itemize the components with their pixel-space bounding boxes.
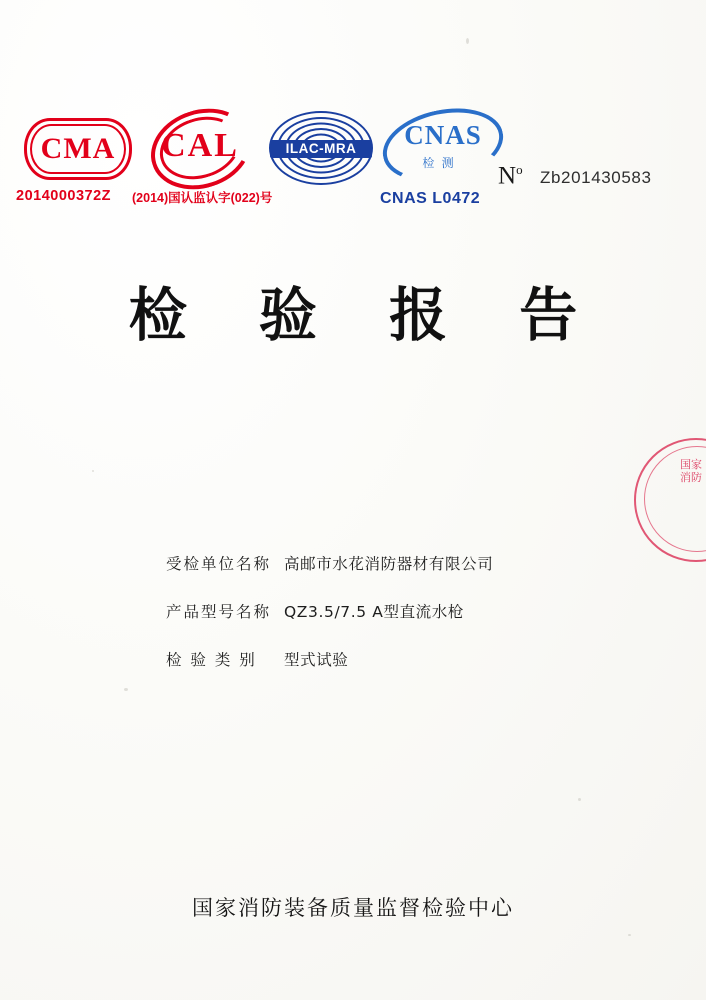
field-value-inspection-type: 型式试验 — [284, 651, 349, 669]
report-fields — [166, 552, 586, 696]
accreditation-logos — [0, 100, 706, 225]
cma-logo-icon — [24, 118, 132, 180]
cma-logo-letters: CMA — [40, 132, 116, 165]
cnas-logo-letters: CNAS — [404, 120, 482, 150]
paper-speck — [124, 688, 128, 691]
paper-speck — [92, 470, 94, 472]
field-row — [166, 552, 586, 574]
cal-code: (2014)国认监认字(022)号 — [132, 191, 273, 205]
ilac-mra-logo-icon — [268, 110, 374, 186]
field-label-inspected-unit: 受检单位名称 — [166, 555, 272, 573]
cnas-code: CNAS L0472 — [380, 190, 481, 207]
cnas-logo-subtitle: 检 测 — [422, 156, 456, 170]
red-seal-text: 国家消防 — [680, 458, 702, 484]
report-number-value: Zb201430583 — [540, 168, 652, 187]
field-value-inspected-unit: 高邮市水花消防器材有限公司 — [284, 555, 494, 573]
cnas-logo-icon — [382, 106, 502, 192]
cal-logo-icon — [150, 106, 250, 186]
page-title: 检 验 报 告 — [128, 281, 604, 349]
field-row — [166, 648, 586, 670]
report-number-label: $N^o$ — [498, 162, 523, 190]
cal-logo-letters: CAL — [161, 127, 239, 164]
field-row — [166, 600, 586, 622]
cma-code: 2014000372Z — [16, 188, 111, 204]
paper-speck — [628, 934, 631, 936]
issuing-authority: 国家消防装备质量监督检验中心 — [192, 896, 514, 920]
paper-speck — [578, 798, 581, 801]
field-label-inspection-type: 检 验 类 别 — [166, 651, 257, 669]
field-label-product-model: 产品型号名称 — [166, 603, 272, 621]
field-value-product-model: QZ3.5/7.5 A型直流水枪 — [284, 603, 464, 621]
ilac-mra-logo-letters: ILAC-MRA — [285, 141, 357, 156]
paper-speck — [466, 38, 469, 44]
